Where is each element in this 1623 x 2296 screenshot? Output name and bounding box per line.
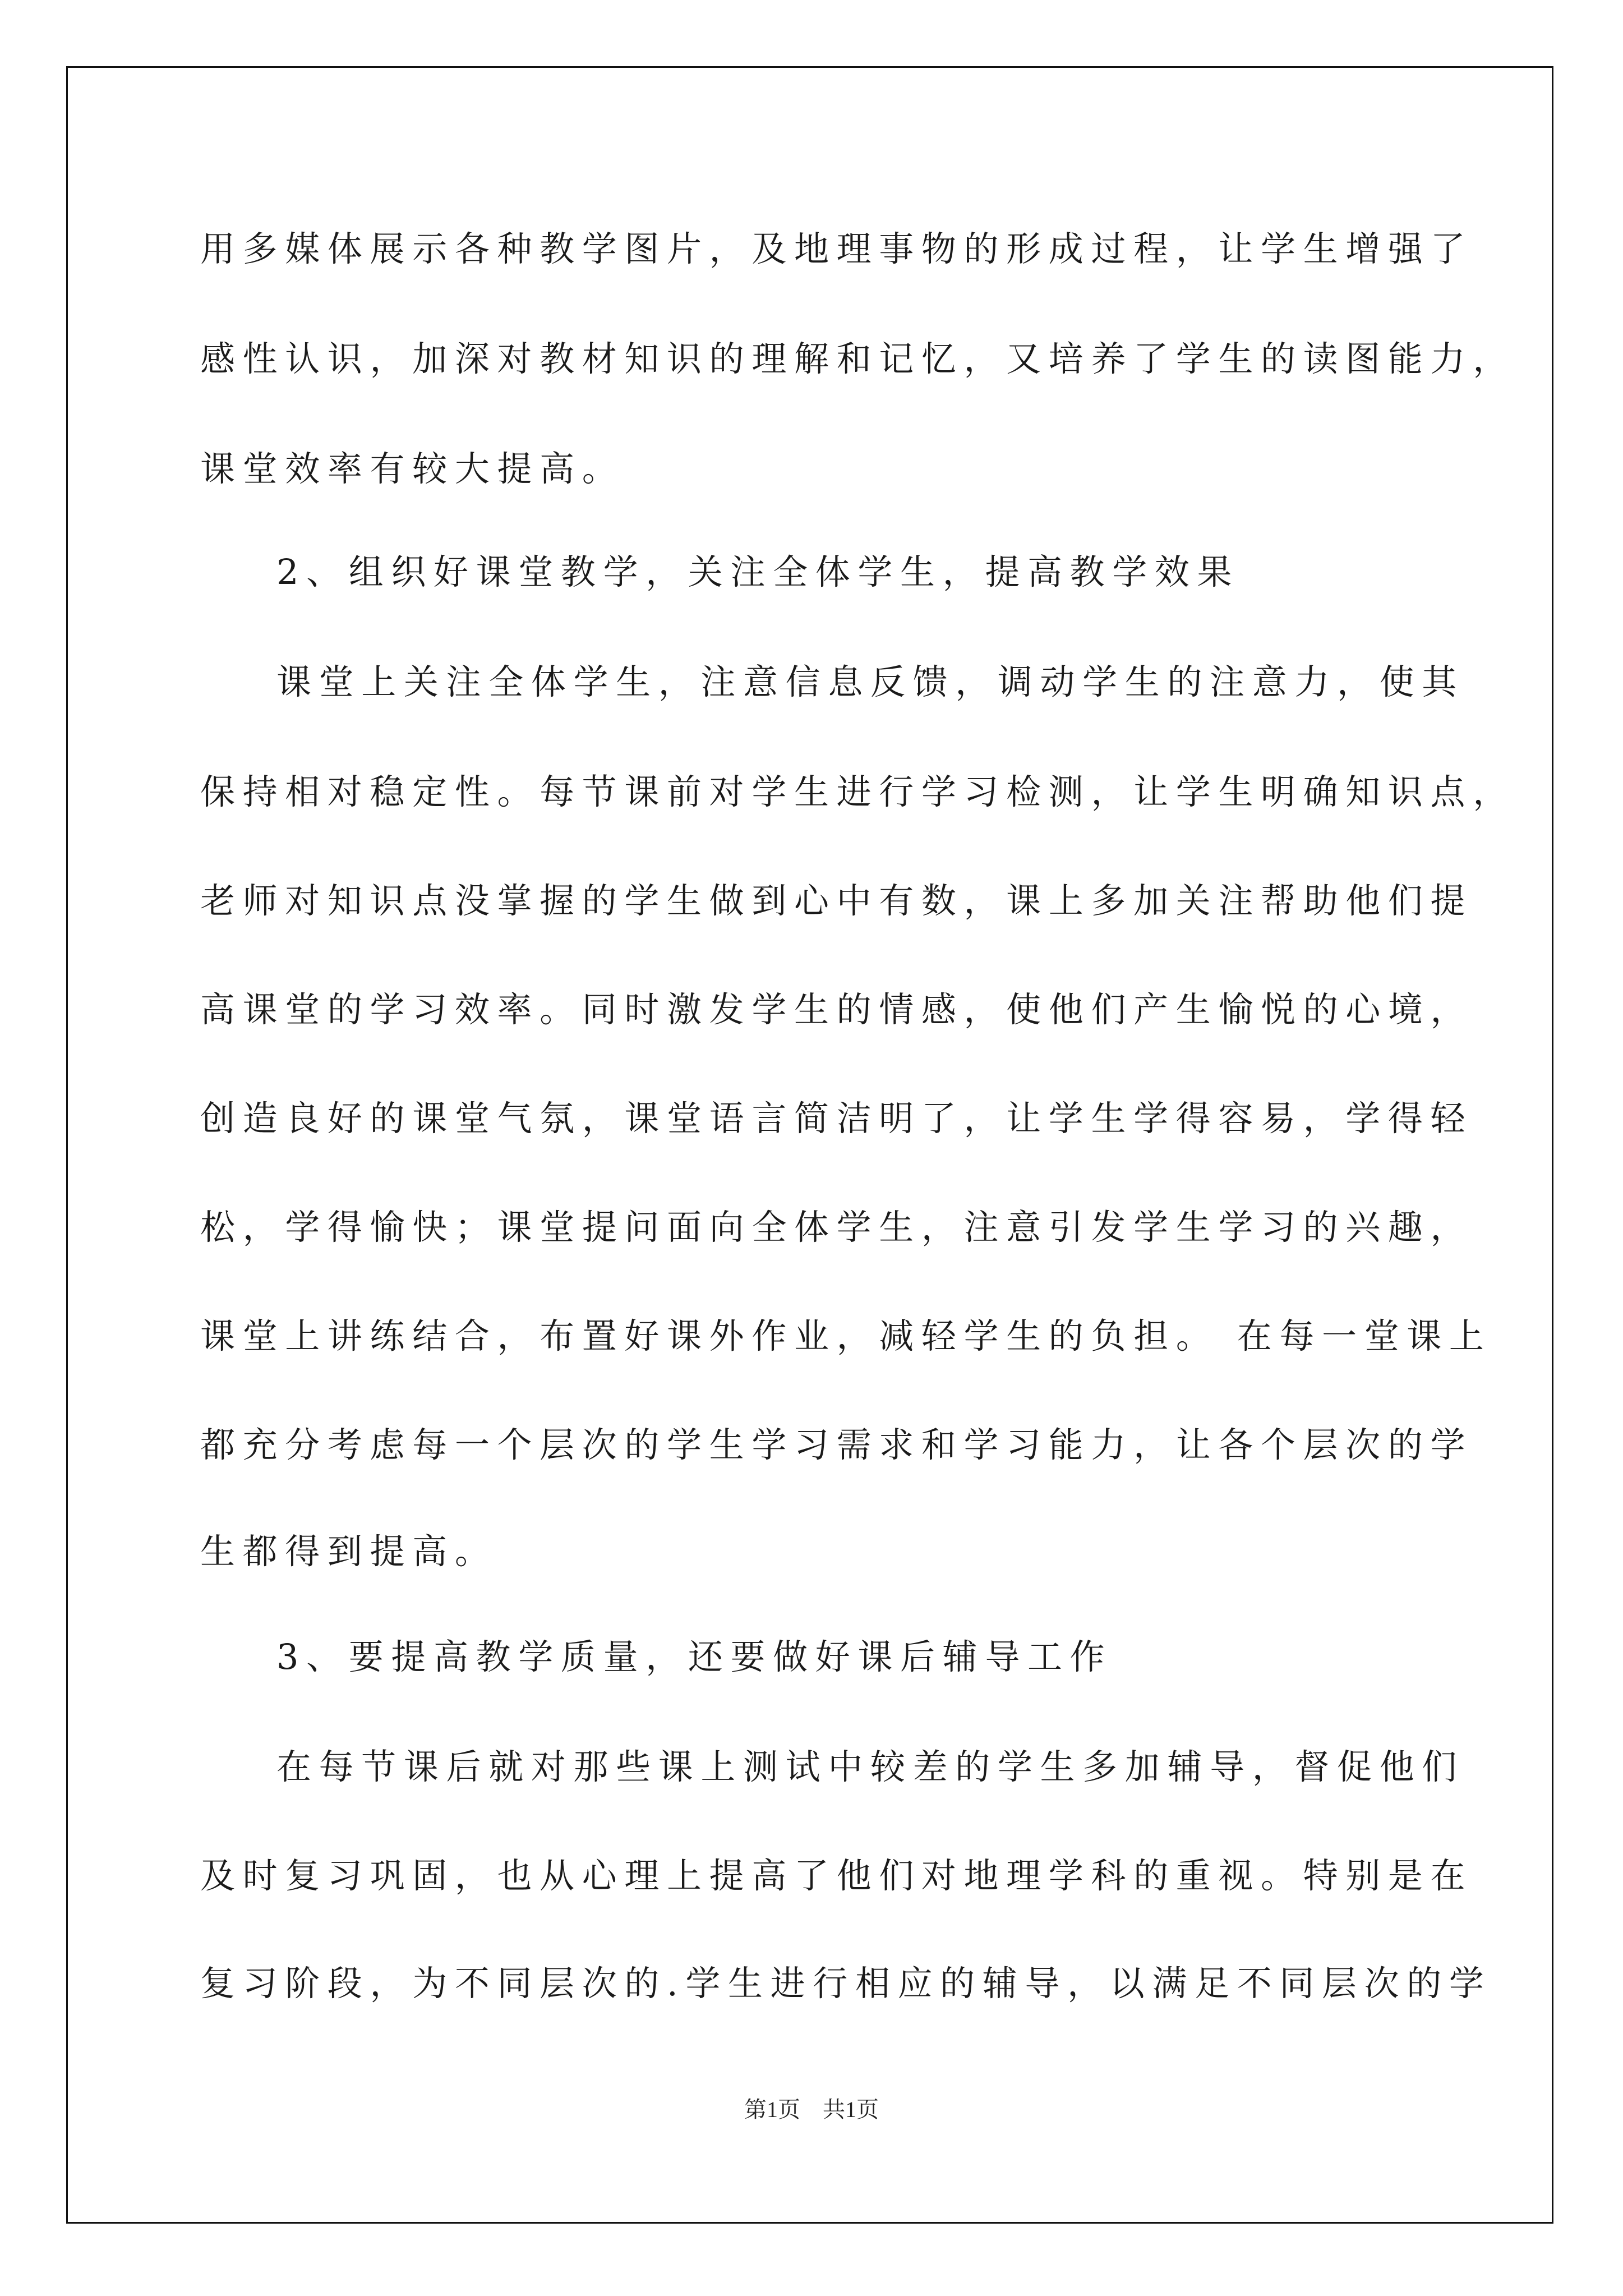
text-line: 复习阶段，为不同层次的.学生进行相应的辅导，以满足不同层次的学 bbox=[200, 1963, 1492, 2004]
text-line: 课堂上关注全体学生，注意信息反馈，调动学生的注意力，使其 bbox=[276, 661, 1464, 702]
text-line: 都充分考虑每一个层次的学生学习需求和学习能力，让各个层次的学 bbox=[200, 1424, 1473, 1465]
text-line: 用多媒体展示各种教学图片，及地理事物的形成过程，让学生增强了 bbox=[200, 228, 1473, 269]
text-line: 高课堂的学习效率。同时激发学生的情感，使他们产生愉悦的心境， bbox=[200, 989, 1473, 1030]
text-line: 创造良好的课堂气氛，课堂语言简洁明了，让学生学得容易，学得轻 bbox=[200, 1098, 1473, 1139]
text-line: 感性认识，加深对教材知识的理解和记忆，又培养了学生的读图能力， bbox=[200, 338, 1515, 379]
section-heading: 2、组织好课堂教学，关注全体学生，提高教学效果 bbox=[276, 551, 1240, 592]
text-line: 及时复习巩固，也从心理上提高了他们对地理学科的重视。特别是在 bbox=[200, 1855, 1473, 1896]
text-line: 老师对知识点没掌握的学生做到心中有数，课上多加关注帮助他们提 bbox=[200, 880, 1473, 921]
text-line: 生都得到提高。 bbox=[200, 1531, 497, 1572]
text-line: 课堂效率有较大提高。 bbox=[200, 448, 625, 489]
text-line: 课堂上讲练结合，布置好课外作业，减轻学生的负担。 在每一堂课上 bbox=[200, 1315, 1492, 1356]
text-line: 保持相对稳定性。每节课前对学生进行学习检测，让学生明确知识点， bbox=[200, 771, 1515, 812]
text-line: 在每节课后就对那些课上测试中较差的学生多加辅导，督促他们 bbox=[276, 1746, 1464, 1787]
section-heading: 3、要提高教学质量，还要做好课后辅导工作 bbox=[276, 1636, 1113, 1677]
page-border bbox=[66, 66, 1553, 2224]
page-footer: 第1页 共1页 bbox=[744, 2097, 879, 2122]
text-line: 松，学得愉快；课堂提问面向全体学生，注意引发学生学习的兴趣， bbox=[200, 1207, 1473, 1248]
